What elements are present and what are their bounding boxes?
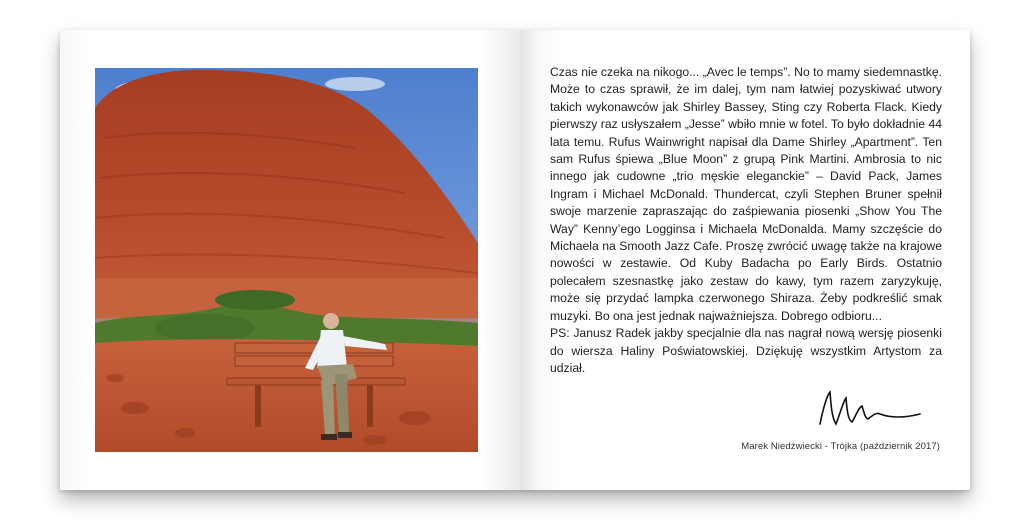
foreword-paragraph: Czas nie czeka na nikogo... „Avec le temps”. No to mamy siedemnastkę. Może to czas sprawił, że im dalej, tym nam łatwiej pozyskiwać utwory takich wykonawców jak Shirley Bassey, Sting czy Roberta Flack. Kiedy pierwszy raz usłyszałem „Jesse” wbiło mnie w fotel. To było dokładnie 44 lata temu. Rufus Wainwright napisał dla Dame Shirley „Apartment”. Ten sam Rufus śpiewa „Blue Moon” z grupą Pink Martini. Ambrosia to nic innego jak cudowne „trio męskie eleganckie” – David Pack, James Ingram i Michael McDonald. Thundercat, czyli Stephen Bruner spełnił swoje marzenie zapraszając do zaśpiewania piosenki „Show You The Way” Kenny’ego Logginsa i Michaela McDonalda. Mamy szczęście do Michaela na Smooth Jazz Cafe. Proszę zwrócić uwagę także na krajowe nowości w zestawie. Od Kuby Badacha po Early Birds. Ostatnio polecałem szesnastkę jako zestaw do kawy, tym razem zaryzykuję, może się przydać lampka czerwonego Shiraza. Żeby podkreślić smak muzyki. Bo ona jest jednak najważniejsza. Dobrego odbioru...: [550, 65, 942, 323]
landscape-photo: [95, 68, 478, 452]
left-page: [60, 30, 520, 490]
author-credit: Marek Niedźwiecki - Trójka (październik 2017): [741, 441, 940, 452]
foreword-text: [550, 64, 942, 377]
right-page: [520, 30, 970, 490]
booklet-spread: [60, 30, 970, 490]
signature-icon: [810, 384, 930, 434]
postscript-paragraph: PS: Janusz Radek jakby specjalnie dla nas nagrał nową wersję piosenki do wiersza Haliny Poświatowskiej. Dziękuję wszystkim Artystom za udział.: [550, 326, 942, 375]
